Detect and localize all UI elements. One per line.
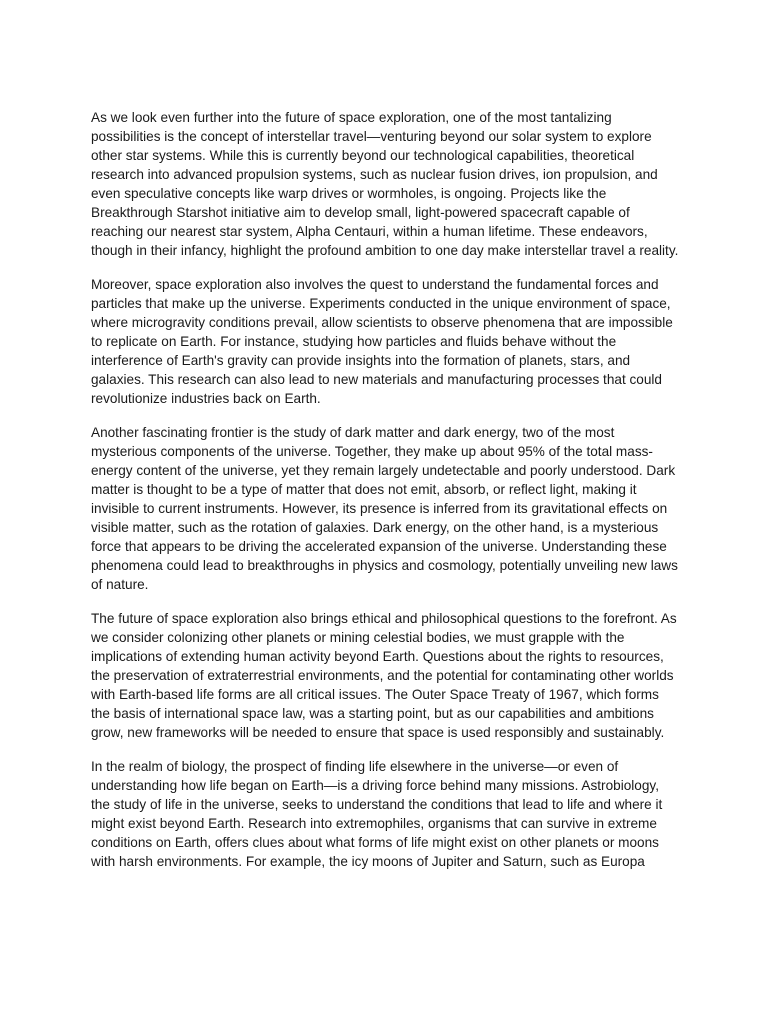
paragraph-ethics: The future of space exploration also brings ethical and philosophical questions to the forefront. As we consider colonizing other planets or mining celestial bodies, we must grapple with the implications of extending human activity beyond Earth. Questions about the rights to resources, the preservation of extraterrestrial environments, and the potential for contaminating other worlds with Earth-based life forms are all critical issues. The Outer Space Treaty of 1967, which forms the basis of international space law, was a starting point, but as our capabilities and ambitions grow, new frameworks will be needed to ensure that space is used responsibly and sustainably. bbox=[91, 611, 677, 740]
paragraph-fundamental-forces: Moreover, space exploration also involves the quest to understand the fundamental forces and particles that make up the universe. Experiments conducted in the unique environment of space, where microgravity conditions prevail, allow scientists to observe phenomena that are impossible to replicate on Earth. For instance, studying how particles and fluids behave without the interference of Earth's gravity can provide insights into the formation of planets, stars, and galaxies. This research can also lead to new materials and manufacturing processes that could revolutionize industries back on Earth. bbox=[91, 277, 673, 406]
paragraph-astrobiology: In the realm of biology, the prospect of finding life elsewhere in the universe—or even of understanding how life began on Earth—is a driving force behind many missions. Astrobiology, the study of life in the universe, seeks to understand the conditions that lead to life and where it might exist beyond Earth. Research into extremophiles, organisms that can survive in extreme conditions on Earth, offers clues about what forms of life might exist on other planets or moons with harsh environments. For example, the icy moons of Jupiter and Saturn, such as Europa bbox=[91, 759, 663, 869]
paragraph-dark-matter: Another fascinating frontier is the study of dark matter and dark energy, two of the most mysterious components of the universe. Together, they make up about 95% of the total mass-energy content of the universe, yet they remain largely undetectable and poorly understood. Dark matter is thought to be a type of matter that does not emit, absorb, or reflect light, making it invisible to current instruments. However, its presence is inferred from its gravitational effects on visible matter, such as the rotation of galaxies. Dark energy, on the other hand, is a mysterious force that appears to be driving the accelerated expansion of the universe. Understanding these phenomena could lead to breakthroughs in physics and cosmology, potentially unveiling new laws of nature. bbox=[91, 425, 678, 592]
document-page bbox=[91, 108, 681, 886]
paragraph-interstellar-travel: As we look even further into the future of space exploration, one of the most tantalizing possibilities is the concept of interstellar travel—venturing beyond our solar system to explore other star systems. While this is currently beyond our technological capabilities, theoretical research into advanced propulsion systems, such as nuclear fusion drives, ion propulsion, and even speculative concepts like warp drives or wormholes, is ongoing. Projects like the Breakthrough Starshot initiative aim to develop small, light-powered spacecraft capable of reaching our nearest star system, Alpha Centauri, within a human lifetime. These endeavors, though in their infancy, highlight the profound ambition to one day make interstellar travel a reality. bbox=[91, 110, 679, 258]
